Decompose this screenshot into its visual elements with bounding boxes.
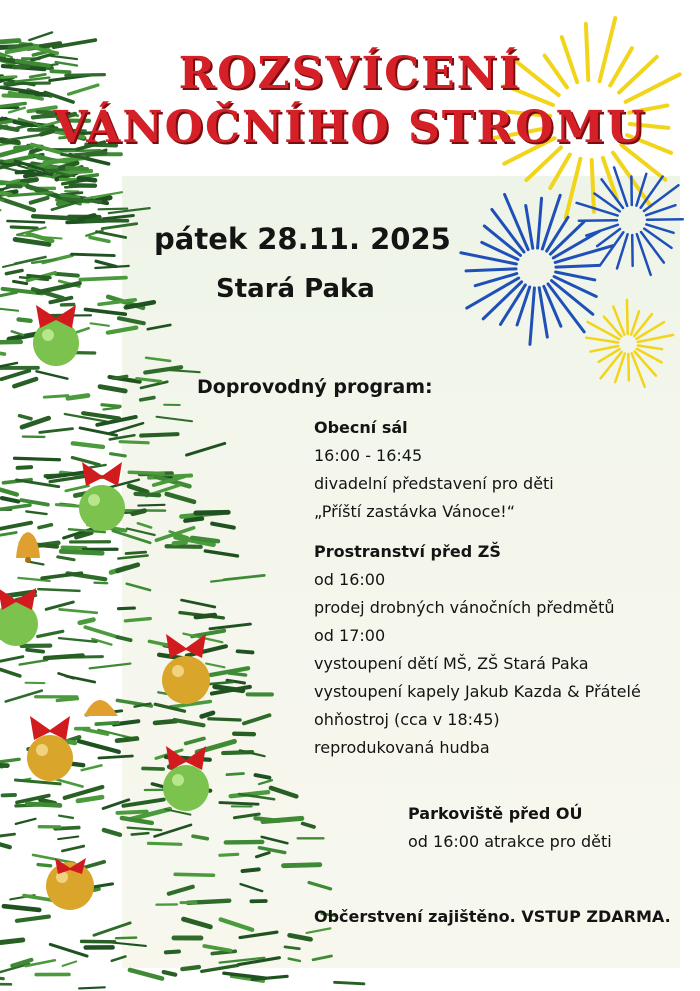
section-line: vystoupení kapely Jakub Kazda & Přátelé — [314, 682, 641, 701]
program-heading: Doprovodný program: — [197, 376, 433, 398]
section-line: vystoupení dětí MŠ, ZŠ Stará Paka — [314, 654, 589, 673]
program-section-school — [314, 538, 641, 762]
section-line: ohňostroj (cca v 18:45) — [314, 710, 500, 729]
section-line: od 16:00 atrakce pro děti — [408, 832, 612, 851]
section-line: 16:00 - 16:45 — [314, 446, 423, 465]
section-line: prodej drobných vánočních předmětů — [314, 598, 615, 617]
title-line-1: ROZSVÍCENÍ — [178, 48, 522, 99]
title-line-2: VÁNOČNÍHO STROMU — [53, 102, 647, 153]
footer-note: Občerstvení zajištěno. VSTUP ZDARMA. — [314, 907, 671, 926]
section-line: reprodukovaná hudba — [314, 738, 490, 757]
section-line: od 17:00 — [314, 626, 386, 645]
program-section-hall — [314, 414, 554, 526]
program-section-parking — [408, 800, 612, 856]
section-title: Parkoviště před OÚ — [408, 804, 583, 823]
section-title: Prostranství před ZŠ — [314, 542, 501, 561]
event-date: pátek 28.11. 2025 — [154, 222, 451, 256]
section-line: divadelní představení pro děti — [314, 474, 554, 493]
section-title: Obecní sál — [314, 418, 408, 437]
section-line: od 16:00 — [314, 570, 386, 589]
event-place: Stará Paka — [216, 274, 375, 304]
section-line: „Příští zastávka Vánoce!“ — [314, 502, 515, 521]
